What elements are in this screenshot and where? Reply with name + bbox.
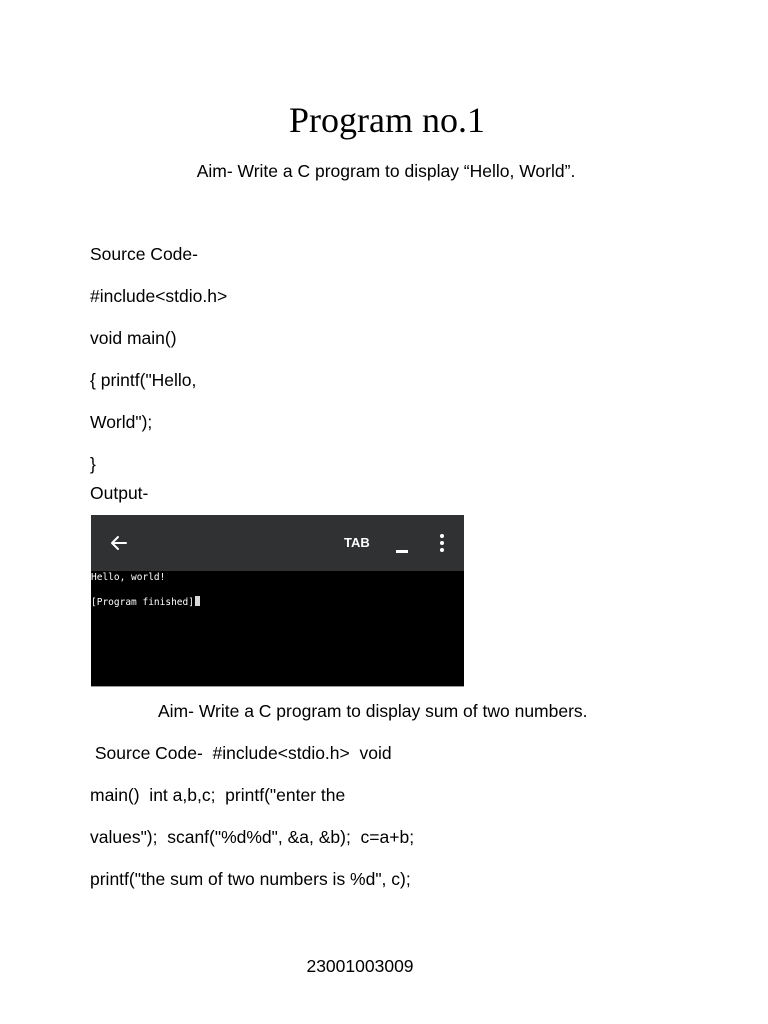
page-footer-number: 23001003009	[306, 956, 414, 976]
terminal-toolbar	[91, 515, 464, 571]
code2-line-2: main() int a,b,c; printf("enter the	[90, 785, 346, 805]
code-line-close-brace: }	[90, 454, 96, 474]
output-heading: Output-	[90, 483, 149, 503]
more-vertical-icon[interactable]	[440, 534, 444, 552]
terminal-line-finished	[91, 596, 200, 609]
source-code-heading: Source Code-	[90, 244, 198, 264]
tab-button[interactable]: TAB	[344, 535, 370, 550]
code-line-world: World");	[90, 412, 153, 432]
code-line-main: void main()	[90, 328, 177, 348]
terminal-cursor	[195, 596, 200, 606]
code2-line-1: Source Code- #include<stdio.h> void	[90, 743, 392, 763]
back-arrow-icon[interactable]	[109, 533, 129, 553]
aim-hello-world: Aim- Write a C program to display “Hello, World”.	[196, 161, 576, 181]
page-title: Program no.1	[289, 100, 485, 140]
aim-sum-two-numbers: Aim- Write a C program to display sum of two numbers.	[158, 701, 588, 721]
terminal-line-hello: Hello, world!	[91, 572, 166, 583]
terminal-output-screenshot	[91, 515, 464, 687]
terminal-line-finished-text: [Program finished]	[91, 597, 194, 608]
underscore-icon[interactable]	[396, 550, 408, 553]
code-line-printf: { printf("Hello,	[90, 370, 197, 390]
code-line-include: #include<stdio.h>	[90, 286, 228, 306]
code2-line-4: printf("the sum of two numbers is %d", c);	[90, 869, 411, 889]
code2-line-3: values"); scanf("%d%d", &a, &b); c=a+b;	[90, 827, 415, 847]
